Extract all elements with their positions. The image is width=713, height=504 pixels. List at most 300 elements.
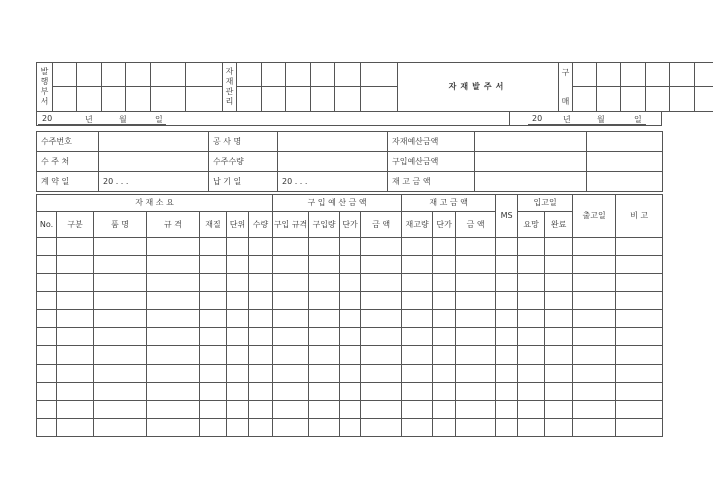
grid-cell[interactable] [496, 274, 518, 292]
grid-cell[interactable] [57, 418, 94, 436]
purchase-date-underline [528, 124, 646, 125]
grid-cell[interactable] [227, 238, 249, 256]
approval-cell[interactable] [361, 63, 398, 87]
order-qty-label: 수주수량 [209, 152, 278, 172]
issue-date-year-prefix: 20 [42, 114, 53, 123]
grid-cell[interactable] [573, 346, 616, 364]
grid-cell[interactable] [147, 292, 200, 310]
grid-cell[interactable] [273, 238, 309, 256]
grid-cell[interactable] [545, 256, 573, 274]
grid-cell[interactable] [573, 274, 616, 292]
grid-cell[interactable] [402, 256, 433, 274]
grid-cell[interactable] [616, 292, 663, 310]
grid-cell[interactable] [227, 256, 249, 274]
approval-cell[interactable] [597, 63, 621, 87]
approval-cell[interactable] [695, 87, 713, 112]
grid-cell[interactable] [227, 400, 249, 418]
grid-cell[interactable] [518, 292, 545, 310]
grid-cell[interactable] [57, 238, 94, 256]
grid-cell[interactable] [94, 418, 147, 436]
qty-header: 수량 [249, 212, 273, 238]
grid-cell[interactable] [573, 328, 616, 346]
material-budget-extra-field[interactable] [587, 132, 663, 152]
delivery-date-field[interactable]: 20 . . . [278, 172, 388, 192]
purchase-budget-label: 구입예산금액 [388, 152, 475, 172]
approval-cell[interactable] [597, 87, 621, 112]
approval-cell[interactable] [186, 87, 223, 112]
grid-cell[interactable] [340, 400, 361, 418]
grid-cell[interactable] [573, 292, 616, 310]
grid-cell[interactable] [147, 346, 200, 364]
grid-cell[interactable] [37, 328, 57, 346]
approval-cell[interactable] [335, 87, 361, 112]
material-mgmt-label: 자재관리 [223, 63, 237, 112]
grid-cell[interactable] [249, 238, 273, 256]
grid-cell[interactable] [94, 328, 147, 346]
grid-cell[interactable] [361, 346, 402, 364]
grid-cell[interactable] [545, 274, 573, 292]
grid-cell[interactable] [433, 310, 456, 328]
grid-cell[interactable] [456, 292, 496, 310]
grid-cell[interactable] [616, 346, 663, 364]
ms-header: MS [496, 195, 518, 238]
approval-cell[interactable] [311, 63, 335, 87]
table-row [37, 310, 663, 328]
grid-cell[interactable] [433, 346, 456, 364]
grid-cell[interactable] [402, 346, 433, 364]
requested-header: 요망 [518, 212, 545, 238]
grid-cell[interactable] [402, 274, 433, 292]
grid-cell[interactable] [456, 400, 496, 418]
grid-cell[interactable] [273, 364, 309, 382]
form-header [36, 62, 713, 112]
grid-cell[interactable] [433, 292, 456, 310]
grid-cell[interactable] [545, 238, 573, 256]
order-no-field[interactable] [99, 132, 209, 152]
grid-cell[interactable] [94, 364, 147, 382]
grid-cell[interactable] [94, 382, 147, 400]
grid-cell[interactable] [227, 292, 249, 310]
approval-cell[interactable] [670, 63, 695, 87]
grid-cell[interactable] [200, 382, 227, 400]
grid-cell[interactable] [249, 364, 273, 382]
grid-cell[interactable] [57, 328, 94, 346]
grid-cell[interactable] [200, 310, 227, 328]
approval-cell[interactable] [646, 63, 670, 87]
grid-cell[interactable] [545, 346, 573, 364]
grid-cell[interactable] [94, 238, 147, 256]
purchase-date-year-prefix: 20 [532, 114, 543, 123]
approval-cell[interactable] [262, 63, 286, 87]
grid-cell[interactable] [518, 382, 545, 400]
purchase-date-month-label: 월 [597, 115, 605, 124]
grid-cell[interactable] [273, 328, 309, 346]
stock-amount-field[interactable] [475, 172, 587, 192]
construction-name-field[interactable] [278, 132, 388, 152]
grid-cell[interactable] [200, 274, 227, 292]
grid-cell[interactable] [227, 382, 249, 400]
grid-cell[interactable] [200, 400, 227, 418]
grid-cell[interactable] [456, 274, 496, 292]
remarks-header: 비 고 [616, 195, 663, 238]
approval-cell[interactable] [573, 63, 597, 87]
approval-cell[interactable] [77, 63, 102, 87]
completed-header: 완료 [545, 212, 573, 238]
grid-cell[interactable] [456, 310, 496, 328]
approval-cell[interactable] [573, 87, 597, 112]
grid-cell[interactable] [200, 418, 227, 436]
grid-cell[interactable] [227, 346, 249, 364]
order-info-table [36, 131, 663, 192]
stock-amount-sub-header: 금 액 [456, 212, 496, 238]
grid-cell[interactable] [147, 328, 200, 346]
grid-cell[interactable] [518, 310, 545, 328]
issue-date-underline [38, 124, 166, 125]
grid-cell[interactable] [273, 418, 309, 436]
table-row [37, 238, 663, 256]
grid-cell[interactable] [57, 364, 94, 382]
grid-cell[interactable] [340, 238, 361, 256]
grid-cell[interactable] [309, 328, 340, 346]
grid-cell[interactable] [249, 256, 273, 274]
grid-cell[interactable] [433, 274, 456, 292]
grid-cell[interactable] [402, 292, 433, 310]
grid-cell[interactable] [57, 274, 94, 292]
approval-cell[interactable] [126, 87, 151, 112]
grid-cell[interactable] [57, 382, 94, 400]
grid-cell[interactable] [402, 418, 433, 436]
grid-cell[interactable] [57, 310, 94, 328]
material-header: 재질 [200, 212, 227, 238]
grid-cell[interactable] [573, 256, 616, 274]
grid-cell[interactable] [616, 238, 663, 256]
grid-cell[interactable] [518, 274, 545, 292]
grid-cell[interactable] [147, 400, 200, 418]
grid-cell[interactable] [573, 400, 616, 418]
approval-cell[interactable] [151, 63, 186, 87]
grid-cell[interactable] [496, 382, 518, 400]
stock-qty-header: 재고량 [402, 212, 433, 238]
grid-cell[interactable] [456, 346, 496, 364]
grid-cell[interactable] [340, 418, 361, 436]
approval-cell[interactable] [335, 63, 361, 87]
grid-cell[interactable] [616, 310, 663, 328]
grid-cell[interactable] [57, 346, 94, 364]
grid-cell[interactable] [94, 400, 147, 418]
grid-cell[interactable] [227, 274, 249, 292]
grid-cell[interactable] [273, 382, 309, 400]
grid-cell[interactable] [616, 274, 663, 292]
spec-header: 규 격 [147, 212, 200, 238]
grid-cell[interactable] [200, 256, 227, 274]
grid-cell[interactable] [340, 310, 361, 328]
grid-cell[interactable] [273, 256, 309, 274]
grid-cell[interactable] [200, 364, 227, 382]
grid-cell[interactable] [573, 382, 616, 400]
grid-cell[interactable] [545, 328, 573, 346]
grid-cell[interactable] [147, 364, 200, 382]
grid-cell[interactable] [456, 238, 496, 256]
grid-cell[interactable] [147, 256, 200, 274]
grid-cell[interactable] [545, 418, 573, 436]
grid-cell[interactable] [496, 310, 518, 328]
grid-cell[interactable] [616, 400, 663, 418]
approval-cell[interactable] [102, 63, 126, 87]
grid-cell[interactable] [249, 346, 273, 364]
grid-cell[interactable] [361, 328, 402, 346]
purchase-label-top: 구 [561, 68, 570, 77]
grid-cell[interactable] [496, 418, 518, 436]
grid-cell[interactable] [94, 292, 147, 310]
grid-cell[interactable] [456, 328, 496, 346]
grid-cell[interactable] [496, 400, 518, 418]
grid-body [37, 238, 663, 437]
approval-cell[interactable] [361, 87, 398, 112]
approval-cell[interactable] [102, 87, 126, 112]
grid-cell[interactable] [147, 274, 200, 292]
grid-cell[interactable] [309, 256, 340, 274]
grid-cell[interactable] [309, 292, 340, 310]
grid-cell[interactable] [456, 382, 496, 400]
stock-amount-extra-field[interactable] [587, 172, 663, 192]
grid-cell[interactable] [433, 400, 456, 418]
grid-cell[interactable] [57, 292, 94, 310]
grid-cell[interactable] [309, 418, 340, 436]
table-row [37, 382, 663, 400]
table-row [37, 346, 663, 364]
grid-cell[interactable] [309, 238, 340, 256]
grid-cell[interactable] [361, 382, 402, 400]
approval-cell[interactable] [237, 87, 262, 112]
grid-cell[interactable] [309, 364, 340, 382]
grid-cell[interactable] [273, 292, 309, 310]
grid-cell[interactable] [496, 364, 518, 382]
grid-cell[interactable] [309, 382, 340, 400]
grid-cell[interactable] [518, 364, 545, 382]
approval-cell[interactable] [621, 63, 646, 87]
grid-cell[interactable] [249, 274, 273, 292]
contract-date-field[interactable]: 20 . . . [99, 172, 209, 192]
approval-cell[interactable] [77, 87, 102, 112]
delivery-date-label: 납 기 일 [209, 172, 278, 192]
grid-cell[interactable] [496, 328, 518, 346]
grid-cell[interactable] [361, 418, 402, 436]
grid-cell[interactable] [433, 238, 456, 256]
grid-cell[interactable] [433, 364, 456, 382]
approval-cell[interactable] [695, 63, 713, 87]
grid-cell[interactable] [402, 382, 433, 400]
ship-date-header: 출고일 [573, 195, 616, 238]
grid-cell[interactable] [37, 382, 57, 400]
grid-cell[interactable] [200, 328, 227, 346]
grid-cell[interactable] [433, 256, 456, 274]
grid-cell[interactable] [545, 400, 573, 418]
material-req-header: 자 재 소 요 [37, 195, 273, 212]
grid-cell[interactable] [545, 292, 573, 310]
grid-cell[interactable] [545, 310, 573, 328]
grid-cell[interactable] [496, 238, 518, 256]
grid-cell[interactable] [402, 328, 433, 346]
no-header: No. [37, 212, 57, 238]
grid-cell[interactable] [309, 400, 340, 418]
grid-cell[interactable] [37, 400, 57, 418]
grid-cell[interactable] [518, 400, 545, 418]
purchase-label [559, 63, 573, 112]
grid-cell[interactable] [402, 364, 433, 382]
grid-cell[interactable] [37, 256, 57, 274]
approval-cell[interactable] [286, 63, 311, 87]
grid-cell[interactable] [57, 400, 94, 418]
grid-cell[interactable] [94, 310, 147, 328]
grid-cell[interactable] [518, 256, 545, 274]
approval-cell[interactable] [311, 87, 335, 112]
grid-cell[interactable] [518, 418, 545, 436]
grid-cell[interactable] [518, 328, 545, 346]
grid-cell[interactable] [249, 328, 273, 346]
grid-cell[interactable] [147, 418, 200, 436]
grid-cell[interactable] [147, 238, 200, 256]
grid-cell[interactable] [433, 418, 456, 436]
approval-cell[interactable] [186, 63, 223, 87]
grid-cell[interactable] [37, 418, 57, 436]
issue-date[interactable] [38, 112, 166, 126]
grid-cell[interactable] [309, 346, 340, 364]
grid-cell[interactable] [37, 274, 57, 292]
order-qty-field[interactable] [278, 152, 388, 172]
issue-date-month-label: 월 [119, 115, 127, 124]
grid-cell[interactable] [37, 310, 57, 328]
grid-cell[interactable] [496, 346, 518, 364]
grid-cell[interactable] [402, 238, 433, 256]
approval-cell[interactable] [646, 87, 670, 112]
table-row [37, 328, 663, 346]
grid-cell[interactable] [340, 382, 361, 400]
grid-cell[interactable] [57, 256, 94, 274]
grid-cell[interactable] [433, 382, 456, 400]
purchase-date[interactable] [528, 112, 646, 126]
grid-cell[interactable] [573, 364, 616, 382]
grid-cell[interactable] [94, 274, 147, 292]
grid-cell[interactable] [94, 256, 147, 274]
grid-cell[interactable] [340, 274, 361, 292]
material-budget-field[interactable] [475, 132, 587, 152]
grid-cell[interactable] [249, 400, 273, 418]
grid-cell[interactable] [37, 238, 57, 256]
material-grid [36, 194, 663, 437]
grid-cell[interactable] [616, 382, 663, 400]
grid-cell[interactable] [340, 292, 361, 310]
grid-cell[interactable] [273, 400, 309, 418]
approval-cell[interactable] [151, 87, 186, 112]
purchase-budget-field[interactable] [475, 152, 587, 172]
grid-cell[interactable] [200, 238, 227, 256]
grid-cell[interactable] [37, 292, 57, 310]
grid-cell[interactable] [496, 292, 518, 310]
grid-cell[interactable] [518, 346, 545, 364]
grid-cell[interactable] [518, 238, 545, 256]
purchase-qty-header: 구입량 [309, 212, 340, 238]
grid-cell[interactable] [147, 310, 200, 328]
grid-cell[interactable] [361, 274, 402, 292]
approval-cell[interactable] [262, 87, 286, 112]
grid-cell[interactable] [249, 310, 273, 328]
grid-cell[interactable] [496, 256, 518, 274]
grid-cell[interactable] [227, 418, 249, 436]
grid-cell[interactable] [340, 364, 361, 382]
approval-cell[interactable] [53, 87, 77, 112]
grid-cell[interactable] [616, 328, 663, 346]
grid-cell[interactable] [573, 238, 616, 256]
grid-cell[interactable] [361, 256, 402, 274]
grid-cell[interactable] [249, 382, 273, 400]
client-field[interactable] [99, 152, 209, 172]
table-row [37, 256, 663, 274]
approval-cell[interactable] [621, 87, 646, 112]
grid-cell[interactable] [249, 418, 273, 436]
grid-cell[interactable] [309, 274, 340, 292]
approval-cell[interactable] [53, 63, 77, 87]
stock-amount-label: 재 고 금 액 [388, 172, 475, 192]
grid-cell[interactable] [200, 346, 227, 364]
table-row [37, 292, 663, 310]
grid-cell[interactable] [273, 346, 309, 364]
grid-cell[interactable] [340, 346, 361, 364]
issue-date-year-label: 년 [85, 115, 93, 124]
grid-cell[interactable] [37, 364, 57, 382]
grid-cell[interactable] [616, 418, 663, 436]
grid-cell[interactable] [456, 418, 496, 436]
grid-cell[interactable] [340, 256, 361, 274]
approval-cell[interactable] [237, 63, 262, 87]
grid-cell[interactable] [94, 346, 147, 364]
approval-cell[interactable] [286, 87, 311, 112]
grid-cell[interactable] [433, 328, 456, 346]
grid-cell[interactable] [456, 256, 496, 274]
grid-cell[interactable] [402, 310, 433, 328]
table-row [37, 274, 663, 292]
grid-cell[interactable] [616, 364, 663, 382]
approval-cell[interactable] [126, 63, 151, 87]
grid-cell[interactable] [573, 418, 616, 436]
table-row [37, 400, 663, 418]
purchase-budget-extra-field[interactable] [587, 152, 663, 172]
grid-cell[interactable] [200, 292, 227, 310]
grid-cell[interactable] [227, 310, 249, 328]
grid-cell[interactable] [545, 382, 573, 400]
grid-cell[interactable] [361, 364, 402, 382]
grid-cell[interactable] [616, 256, 663, 274]
grid-cell[interactable] [227, 364, 249, 382]
grid-cell[interactable] [340, 328, 361, 346]
purchase-budget-header: 구 입 예 산 금 액 [273, 195, 402, 212]
grid-cell[interactable] [361, 292, 402, 310]
grid-cell[interactable] [249, 292, 273, 310]
grid-cell[interactable] [37, 346, 57, 364]
grid-cell[interactable] [361, 310, 402, 328]
grid-cell[interactable] [402, 400, 433, 418]
grid-cell[interactable] [227, 328, 249, 346]
grid-cell[interactable] [147, 382, 200, 400]
grid-cell[interactable] [545, 364, 573, 382]
grid-cell[interactable] [273, 310, 309, 328]
grid-cell[interactable] [361, 400, 402, 418]
grid-cell[interactable] [361, 238, 402, 256]
grid-cell[interactable] [573, 310, 616, 328]
grid-cell[interactable] [456, 364, 496, 382]
grid-cell[interactable] [273, 274, 309, 292]
grid-cell[interactable] [309, 310, 340, 328]
approval-cell[interactable] [670, 87, 695, 112]
